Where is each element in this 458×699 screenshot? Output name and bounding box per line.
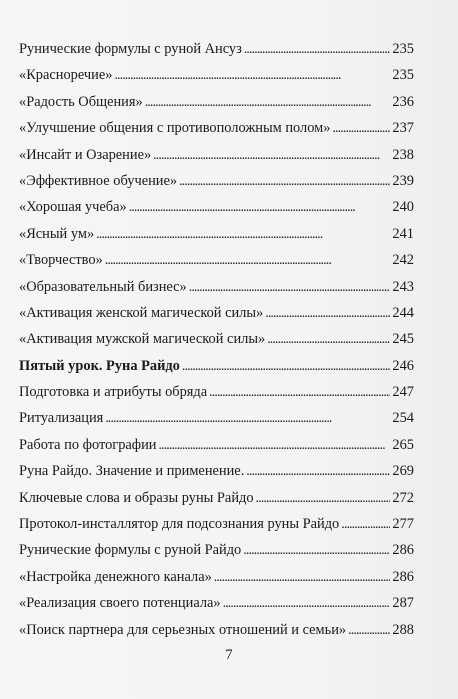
toc-entry-title: «Образовательный бизнес» xyxy=(19,278,187,295)
toc-entry-title: «Реализация своего потенциала» xyxy=(19,595,221,612)
toc-entry xyxy=(19,326,414,352)
dot-leader xyxy=(189,274,391,301)
toc-entry-page: 245 xyxy=(392,331,414,348)
dot-leader xyxy=(209,379,390,406)
toc-entry-page: 287 xyxy=(392,595,414,612)
toc-entry xyxy=(19,221,414,247)
toc-entry-title: «Эффективное обучение» xyxy=(19,172,178,189)
toc-entry-title: «Ясный ум» xyxy=(19,225,95,242)
toc-entry-page: 269 xyxy=(392,463,414,480)
toc-entry xyxy=(19,405,414,431)
toc-entry xyxy=(19,274,414,300)
dot-leader xyxy=(341,511,390,538)
toc-entry-page: 254 xyxy=(392,410,414,427)
toc-section-heading xyxy=(19,353,414,379)
toc-entry-title: Пятый урок. Руна Райдо xyxy=(19,357,180,374)
toc-entry-title: Работа по фотографии xyxy=(19,436,157,453)
toc-entry-page: 239 xyxy=(392,172,414,189)
toc-entry-page: 242 xyxy=(392,252,414,269)
dot-leader xyxy=(332,115,390,142)
dot-leader xyxy=(145,89,391,116)
toc-entry-page: 286 xyxy=(392,542,414,559)
toc-entry-page: 244 xyxy=(392,304,414,321)
page-number: 7 xyxy=(225,647,233,663)
toc-entry-title: Подготовка и атрибуты обряда xyxy=(19,384,208,401)
toc-entry xyxy=(19,36,414,62)
toc-entry-page: 247 xyxy=(392,384,414,401)
dot-leader xyxy=(256,485,391,512)
toc-entry xyxy=(19,89,414,115)
table-of-contents xyxy=(19,36,414,643)
toc-entry xyxy=(19,537,414,563)
toc-entry-page: 286 xyxy=(392,568,414,585)
toc-entry xyxy=(19,379,414,405)
toc-entry-page: 235 xyxy=(392,67,414,84)
toc-entry-title: «Активация женской магической силы» xyxy=(19,304,264,321)
toc-entry-title: Ключевые слова и образы руны Райдо xyxy=(19,489,254,506)
dot-leader xyxy=(246,458,390,485)
toc-entry xyxy=(19,511,414,537)
toc-entry-title: «Красноречие» xyxy=(19,67,113,84)
toc-entry-page: 265 xyxy=(392,436,414,453)
dot-leader xyxy=(182,353,391,380)
dot-leader xyxy=(159,432,391,459)
dot-leader xyxy=(223,590,391,617)
toc-entry-page: 235 xyxy=(392,41,414,57)
toc-entry-title: «Настройка денежного канала» xyxy=(19,568,212,585)
toc-entry xyxy=(19,168,414,194)
toc-entry-title: «Улучшение общения с противоположным полом» xyxy=(19,120,331,137)
toc-entry-page: 238 xyxy=(392,146,414,163)
dot-leader xyxy=(244,36,391,63)
toc-entry-title: Рунические формулы с руной Ансуз xyxy=(19,41,242,57)
dot-leader xyxy=(265,300,390,327)
toc-entry xyxy=(19,458,414,484)
toc-entry-title: Рунические формулы с руной Райдо xyxy=(19,542,242,559)
dot-leader xyxy=(153,142,390,169)
toc-entry xyxy=(19,617,414,643)
dot-leader xyxy=(96,221,390,248)
toc-entry-title: «Хорошая учеба» xyxy=(19,199,127,216)
toc-entry-title: Протокол-инсталлятор для подсознания руны Райдо xyxy=(19,516,340,533)
toc-entry-page: 237 xyxy=(392,120,414,137)
toc-entry-page: 243 xyxy=(392,278,414,295)
toc-entry xyxy=(19,62,414,88)
toc-entry-page: 236 xyxy=(392,93,414,110)
toc-entry xyxy=(19,142,414,168)
toc-entry-title: «Активация мужской магической силы» xyxy=(19,331,266,348)
dot-leader xyxy=(348,617,390,644)
toc-entry-page: 277 xyxy=(392,516,414,533)
toc-entry-title: «Радость Общения» xyxy=(19,93,143,110)
toc-entry xyxy=(19,300,414,326)
toc-entry-title: «Творчество» xyxy=(19,252,103,269)
toc-entry-page: 272 xyxy=(392,489,414,506)
dot-leader xyxy=(267,326,390,353)
toc-entry-page: 240 xyxy=(392,199,414,216)
toc-entry-title: Ритуализация xyxy=(19,410,104,427)
toc-entry xyxy=(19,485,414,511)
dot-leader xyxy=(105,405,390,432)
toc-entry-title: «Инсайт и Озарение» xyxy=(19,146,152,163)
dot-leader xyxy=(179,168,390,195)
toc-entry xyxy=(19,194,414,220)
toc-entry xyxy=(19,432,414,458)
dot-leader xyxy=(105,247,391,274)
dot-leader xyxy=(129,194,391,221)
toc-entry xyxy=(19,247,414,273)
dot-leader xyxy=(214,564,391,591)
dot-leader xyxy=(243,537,390,564)
toc-entry-page: 288 xyxy=(392,621,414,638)
toc-entry xyxy=(19,115,414,141)
toc-entry xyxy=(19,590,414,616)
toc-entry-page: 241 xyxy=(392,225,414,242)
toc-entry xyxy=(19,564,414,590)
toc-entry-title: «Поиск партнера для серьезных отношений и семьи» xyxy=(19,621,347,638)
toc-entry-page: 246 xyxy=(392,357,414,374)
dot-leader xyxy=(114,62,390,89)
toc-entry-title: Руна Райдо. Значение и применение. xyxy=(19,463,245,480)
